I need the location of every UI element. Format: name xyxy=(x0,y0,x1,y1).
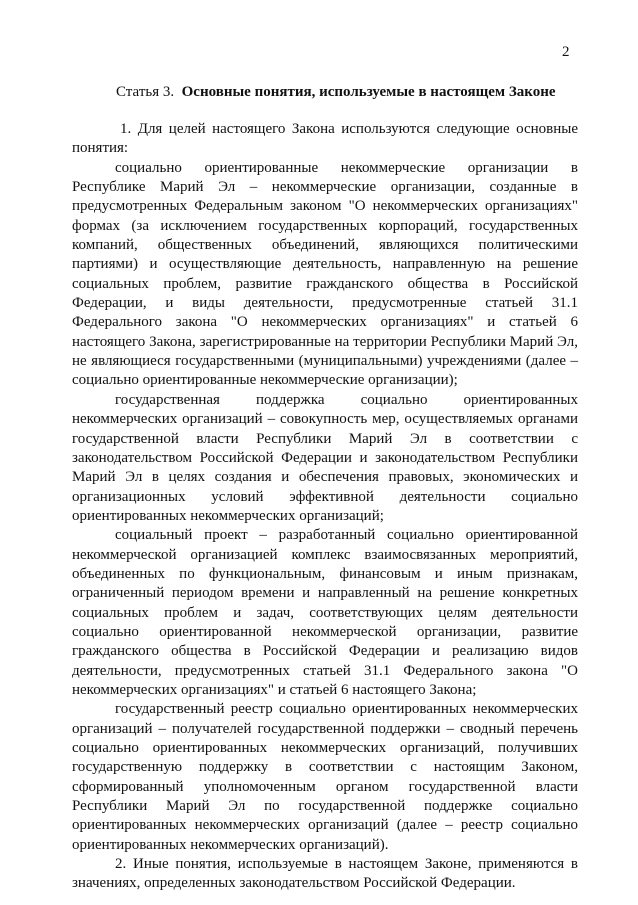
paragraph-2: 2. Иные понятия, используемые в настоящем Законе, применяются в значениях, определенных законодательством Российской Федерации. xyxy=(72,856,578,892)
definition-state-registry: государственный реестр социально ориентированных некоммерческих организаций – получателей государственной поддержки – сводный перечень социально ориентированных некоммерческих организаций, получивших государственную поддержку в соответствии с настоящим Законом, сформированный уполномоченным органом государственной власти Республики Марий Эл по государственной поддержке социально ориентированных некоммерческих организаций (далее – реестр социально ориентированных некоммерческих организаций). xyxy=(72,701,578,853)
article-label: Статья 3. xyxy=(116,84,175,100)
definition-social-project: социальный проект – разработанный социально ориентированной некоммерческой организацией комплекс взаимосвязанных мероприятий, объединенных по функциональным, финансовым и иным признакам, ограниченный периодом времени и направленный на решение конкретных социальных проблем и задач, соответствующих целям деятельности социально ориентированной некоммерческой организации, развитие гражданского общества в Российской Федерации и реализацию видов деятельности, предусмотренных статьей 31.1 Федерального закона "О некоммерческих организациях" и статьей 6 настоящего Закона; xyxy=(72,527,578,698)
article-body xyxy=(72,120,578,894)
definition-sonko: социально ориентированные некоммерческие организации в Республике Марий Эл – некоммерческие организации, созданные в предусмотренных Федеральным законом "О некоммерческих организациях" формах (за исключением государственных корпораций, государственных компаний, общественных объединений, являющихся политическими партиями) и осуществляющие деятельность, направленную на решение социальных проблем, развитие гражданского общества в Российской Федерации, и виды деятельности, предусмотренные статьей 31.1 Федерального закона "О некоммерческих организациях" и статьей 6 настоящего Закона, зарегистрированные на территории Республики Марий Эл, не являющиеся государственными (муниципальными) учреждениями (далее – социально ориентированные некоммерческие организации); xyxy=(72,159,578,389)
definition-state-support: государственная поддержка социально ориентированных некоммерческих организаций – совокупность мер, осуществляемых органами государственной власти Республики Марий Эл в соответствии с законодательством Российской Федерации и законодательством Республики Марий Эл в целях создания и обеспечения правовых, экономических и организационных условий эффективной деятельности социально ориентированных некоммерческих организаций; xyxy=(72,391,578,524)
article-title: Основные понятия, используемые в настоящем Законе xyxy=(181,84,556,100)
page-number: 2 xyxy=(562,44,570,60)
article-heading xyxy=(116,84,576,101)
paragraph-1: 1. Для целей настоящего Закона используются следующие основные понятия: xyxy=(72,121,578,157)
